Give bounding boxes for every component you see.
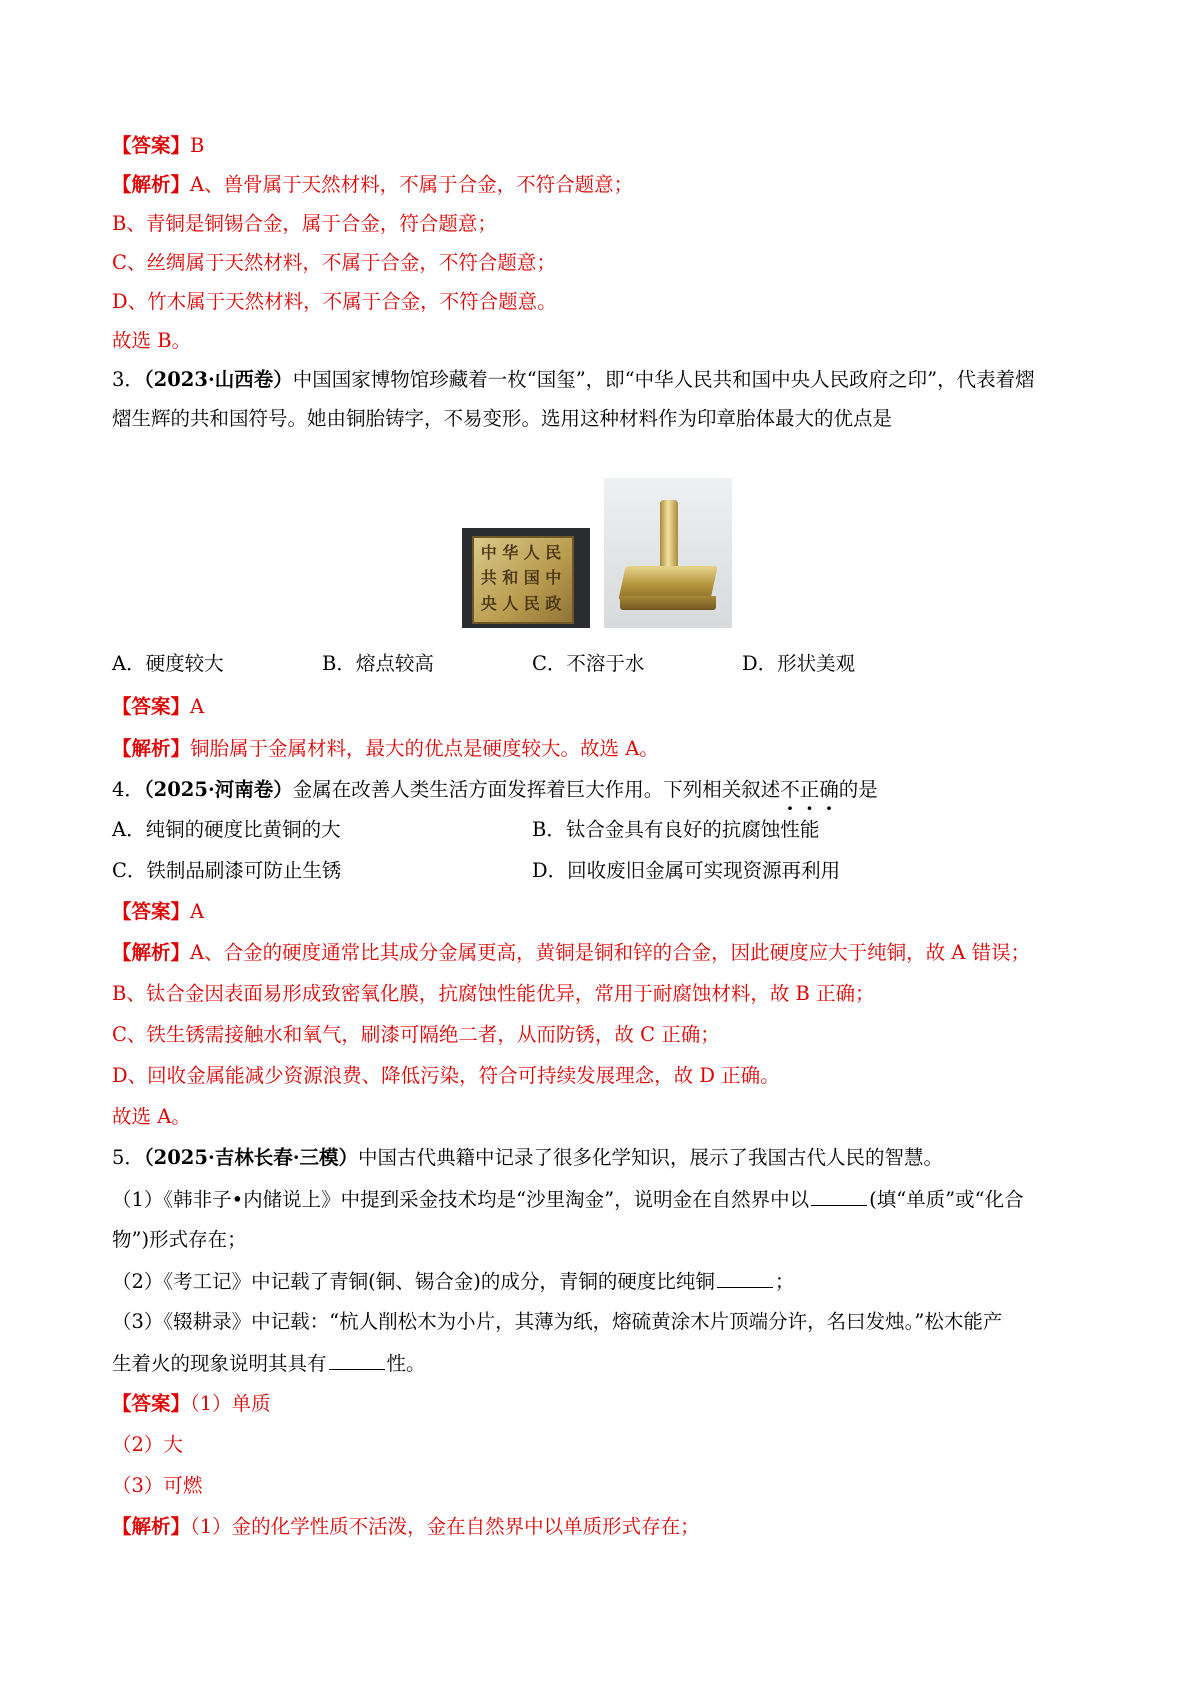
seal-handle <box>660 500 678 572</box>
q5-answer-3: （3）可燃 <box>112 1474 203 1497</box>
seal-base <box>618 566 717 600</box>
seal-3d-image <box>604 478 732 628</box>
analysis-tag: 【解析】 <box>112 173 191 196</box>
question-number: 3． <box>112 368 144 391</box>
q2-analysis-line-b: B、青铜是铜锡合金，属于合金，符合题意； <box>112 212 497 235</box>
q5-sub3-line2: 生着火的现象说明其具有 性。 <box>112 1352 426 1375</box>
fill-blank[interactable] <box>717 1269 773 1288</box>
emphasis-char: 不 <box>780 778 800 801</box>
question-stem: 中国古代典籍中记录了很多化学知识，展示了我国古代人民的智慧。 <box>358 1146 944 1169</box>
q4-analysis-line-c: C、铁生锈需接触水和氧气，刷漆可隔绝二者，从而防锈，故 C 正确； <box>112 1023 720 1046</box>
q5-sub1-line1: （1）《韩非子•内储说上》中提到采金技术均是“沙里淘金”，说明金在自然界中以 (填“单质”或“化合 <box>112 1188 1024 1211</box>
q5-sub2: （2）《考工记》中记载了青铜(铜、锡合金)的成分，青铜的硬度比纯铜 ； <box>112 1270 795 1293</box>
q4-stem <box>112 778 878 802</box>
analysis-tag: 【解析】 <box>112 1515 191 1538</box>
answer-value: B <box>190 134 205 157</box>
q4-analysis-line-d: D、回收金属能减少资源浪费、降低污染，符合可持续发展理念，故 D 正确。 <box>112 1064 780 1087</box>
answer-value: （1）单质 <box>190 1392 271 1415</box>
answer-tag: 【答案】 <box>112 134 191 157</box>
question-source: （2025·河南卷） <box>143 778 293 801</box>
q3-analysis <box>112 737 659 761</box>
seal-face-image <box>462 528 590 628</box>
question-source: （2023·山西卷） <box>143 368 293 391</box>
answer-value: A <box>190 695 205 718</box>
answer-tag: 【答案】 <box>112 900 191 923</box>
q4-option-d: D．回收废旧金属可实现资源再利用 <box>532 859 841 882</box>
analysis-text: 铜胎属于金属材料，最大的优点是硬度较大。故选 A。 <box>190 737 659 760</box>
question-stem: 金属在改善人类生活方面发挥着巨大作用。下列相关叙述 <box>292 778 781 801</box>
question-number: 5． <box>112 1146 144 1169</box>
q5-stem <box>112 1146 943 1170</box>
q5-analysis <box>112 1515 700 1539</box>
analysis-text: （1）金的化学性质不活泼，金在自然界中以单质形式存在； <box>190 1515 700 1538</box>
fill-blank[interactable] <box>329 1351 385 1370</box>
emphasis-char: 正 <box>799 778 820 801</box>
q3-stem-line2: 熠生辉的共和国符号。她由铜胎铸字，不易变形。选用这种材料作为印章胎体最大的优点是 <box>112 407 893 430</box>
q4-option-c: C．铁制品刷漆可防止生锈 <box>112 859 342 882</box>
answer-value: A <box>190 900 205 923</box>
q2-conclusion: 故选 B。 <box>112 329 192 352</box>
q4-option-a: A．纯铜的硬度比黄铜的大 <box>112 818 341 841</box>
q5-answer-2: （2）大 <box>112 1433 183 1456</box>
q4-analysis-line-b: B、钛合金因表面易形成致密氧化膜，抗腐蚀性能优异，常用于耐腐蚀材料，故 B 正确； <box>112 982 875 1005</box>
q5-sub1-line2: 物”)形式存在； <box>112 1228 247 1251</box>
analysis-text: A、合金的硬度通常比其成分金属更高，黄铜是铜和锌的合金，因此硬度应大于纯铜，故 A 错误； <box>190 941 1031 964</box>
q3-option-a: A．硬度较大 <box>112 652 224 675</box>
seal-base-front <box>620 596 716 610</box>
q2-analysis-line-d: D、竹木属于天然材料，不属于合金，不符合题意。 <box>112 290 557 313</box>
analysis-text: A、兽骨属于天然材料，不属于合金，不符合题意； <box>190 173 634 196</box>
q4-answer <box>112 900 204 924</box>
fill-blank[interactable] <box>811 1187 867 1206</box>
question-stem: 中国国家博物馆珍藏着一枚“国玺”，即“中华人民共和国中央人民政府之印”，代表着熠 <box>292 368 1035 391</box>
analysis-tag: 【解析】 <box>112 737 191 760</box>
q3-option-d: D．形状美观 <box>742 652 856 675</box>
q5-answer <box>112 1392 271 1416</box>
q2-analysis-line-c: C、丝绸属于天然材料，不属于合金，不符合题意； <box>112 251 556 274</box>
seal-inscription: 中 华 人 民 共 和 国 中 央 人 民 政 <box>480 543 562 613</box>
q4-option-b: B．钛合金具有良好的抗腐蚀性能 <box>532 818 820 841</box>
answer-tag: 【答案】 <box>112 1392 191 1415</box>
q4-analysis-line-a <box>112 941 1030 965</box>
q3-option-b: B．熔点较高 <box>322 652 434 675</box>
q2-analysis-line-a <box>112 173 633 197</box>
q3-stem-line1 <box>112 368 1035 392</box>
q2-answer <box>112 134 204 158</box>
question-number: 4． <box>112 778 144 801</box>
emphasis-char: 确 <box>819 778 839 801</box>
question-stem-end: 的是 <box>838 778 878 801</box>
q4-conclusion: 故选 A。 <box>112 1105 191 1128</box>
analysis-tag: 【解析】 <box>112 941 191 964</box>
q5-sub3-line1: （3）《辍耕录》中记载：“杭人削松木为小片，其薄为纸，熔硫黄涂木片顶端分许，名曰发烛。”松木能产 <box>112 1310 1003 1333</box>
answer-tag: 【答案】 <box>112 695 191 718</box>
q3-option-c: C．不溶于水 <box>532 652 645 675</box>
q3-answer <box>112 695 204 719</box>
question-source: （2025·吉林长春·三模） <box>143 1146 359 1169</box>
